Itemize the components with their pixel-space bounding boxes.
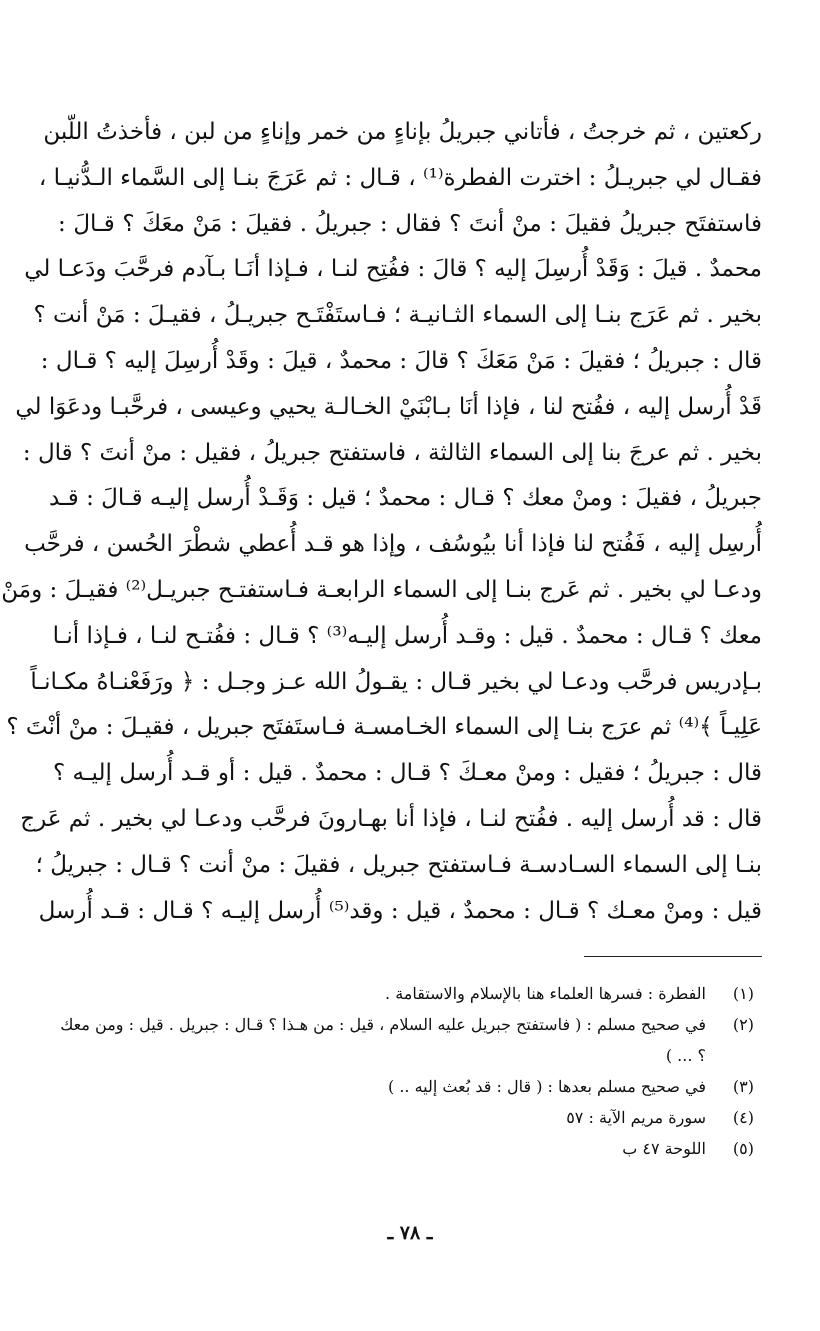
footnote-number: (٥) bbox=[732, 1139, 754, 1158]
text-line: بنـا إلى السماء السـادسـة فـاستفتح جبريل ، فقيلَ : منْ أنت ؟ قـال : جبريلُ ؛ bbox=[35, 851, 762, 878]
text-line: قال : جبريلُ ؛ فقيلَ : مَنْ مَعَكَ ؟ قالَ : محمدٌ ، قيلَ : وقَدْ أُرسِلَ إليه ؟ قـال : bbox=[40, 347, 762, 374]
text-line: قال : قد أُرسل إليه . ففُتح لنـا ، فإذا أنا بهـارونَ فرحَّب ودعـا لي بخير . ثم عَرج bbox=[20, 805, 762, 832]
footnote-text: سورة مريم الآية : ٥٧ bbox=[566, 1108, 706, 1127]
text-line: محمدٌ . قيلَ : وَقَدْ أُرسِلَ إليه ؟ قالَ : ففُتِح لنـا ، فـإذا أنَـا بـآدم فرحَّبَ ودَعـا لي bbox=[24, 256, 762, 283]
footnote-text: الفطرة : فسرها العلماء هنا بالإسلام والاستقامة . bbox=[385, 984, 706, 1003]
text-line: بخير . ثم عَرَج بنـا إلى السماء الثـانيـة ؛ فـاستَفْتَـح جبريـلُ ، فقيـلَ : مَنْ أنت ؟ bbox=[33, 302, 762, 329]
footnote-divider bbox=[584, 956, 762, 957]
footnote-text: اللوحة ٤٧ ب bbox=[622, 1139, 706, 1158]
text-line: فاستفتَح جبريلُ فقيلَ : منْ أنتَ ؟ فقال : جبريلُ . فقيلَ : مَنْ معَكَ ؟ قـالَ : bbox=[58, 210, 762, 237]
text-line: ركعتين ، ثم خرجتُ ، فأتاني جبريلُ بإناءٍ من خمر وإناءٍ من لبن ، فأخذتُ اللّبن bbox=[43, 119, 762, 145]
footnote-text: في صحيح مسلم بعدها : ( قال : قد بُعث إليه .. ) bbox=[388, 1077, 706, 1096]
footnote-number: (٢) bbox=[732, 1015, 754, 1034]
footnote-4 bbox=[58, 1102, 758, 1133]
text-line: قيل : ومنْ معـك ؟ قـال : محمدٌ ، قيل : وقد⁽⁵⁾ أُرسل إليـه ؟ قـال : قـد أُرسل bbox=[38, 897, 762, 924]
footnote-number: (١) bbox=[732, 984, 754, 1003]
footnote-2 bbox=[58, 1009, 758, 1071]
text-line: قال : جبريلُ ؛ فقيل : ومنْ معـكَ ؟ قـال : محمدٌ . قيل : أو قـد أُرسل إليـه ؟ bbox=[52, 760, 762, 787]
footnote-number: (٣) bbox=[732, 1077, 754, 1096]
footnote-1 bbox=[58, 978, 758, 1009]
text-line: معك ؟ قـال : محمدٌ . قيل : وقـد أُرسل إليـه⁽³⁾ ؟ قـال : ففُتـح لنـا ، فـإذا أنـا bbox=[52, 622, 762, 649]
text-line: أُرسِل إليه ، فَفُتح لنا فإذا أنا بيُوسُف ، وإذا هو قـد أُعطي شطْرَ الحُسن ، فرحَّب bbox=[24, 531, 762, 558]
footnotes bbox=[58, 978, 758, 1164]
text-line: ودعـا لي بخير . ثم عَرج بنـا إلى السماء الرابعـة فـاستفتـح جبريـل⁽²⁾ فقيـلَ : ومَنْ bbox=[1, 576, 762, 603]
text-line: جبريلُ ، فقيلَ : ومنْ معك ؟ قـال : محمدٌ ؛ قيل : وَقَـدْ أُرسل إليـه قـالَ : قـد bbox=[48, 485, 762, 512]
footnote-number: (٤) bbox=[732, 1108, 754, 1127]
footnote-3 bbox=[58, 1071, 758, 1102]
text-line: بـإدريس فرحَّب ودعـا لي بخير قـال : يقـولُ الله عـز وجـل : ﴿ ورَفَعْنـاهُ مكـانـاً bbox=[30, 668, 762, 695]
text-line: قَدْ أُرسل إليه ، ففُتح لنا ، فإذا أنَا بـابْنَيْ الخـالـة يحيي وعيسى ، فرحَّبـا ودعَوَا لي bbox=[15, 393, 762, 420]
page-number: ـ ٧٨ ـ bbox=[387, 1222, 433, 1244]
main-text bbox=[1, 110, 762, 934]
text-line: عَلِيـاً ﴾⁽⁴⁾ ثم عرَج بنـا إلى السماء الخـامسـة فـاستَفتَح جبريل ، فقيـلَ : منْ أنْتَ ؟ bbox=[6, 714, 762, 741]
footnote-text: في صحيح مسلم : ( فاستفتح جبريل عليه السلام ، قيل : من هـذا ؟ قـال : جبريل . قيل : ومن معك ؟ ... ) bbox=[60, 1015, 706, 1065]
text-line: بخير . ثم عرجَ بنا إلى السماء الثالثة ، فاستفتح جبريلُ ، فقيل : منْ أنتَ ؟ قال : bbox=[22, 439, 762, 466]
text-line: فقـال لي جبريـلُ : اخترت الفطرة⁽¹⁾ ، قـال : ثم عَرَجَ بنـا إلى السَّماء الـدُّنيـا ، bbox=[38, 164, 762, 191]
footnote-5 bbox=[58, 1133, 758, 1164]
